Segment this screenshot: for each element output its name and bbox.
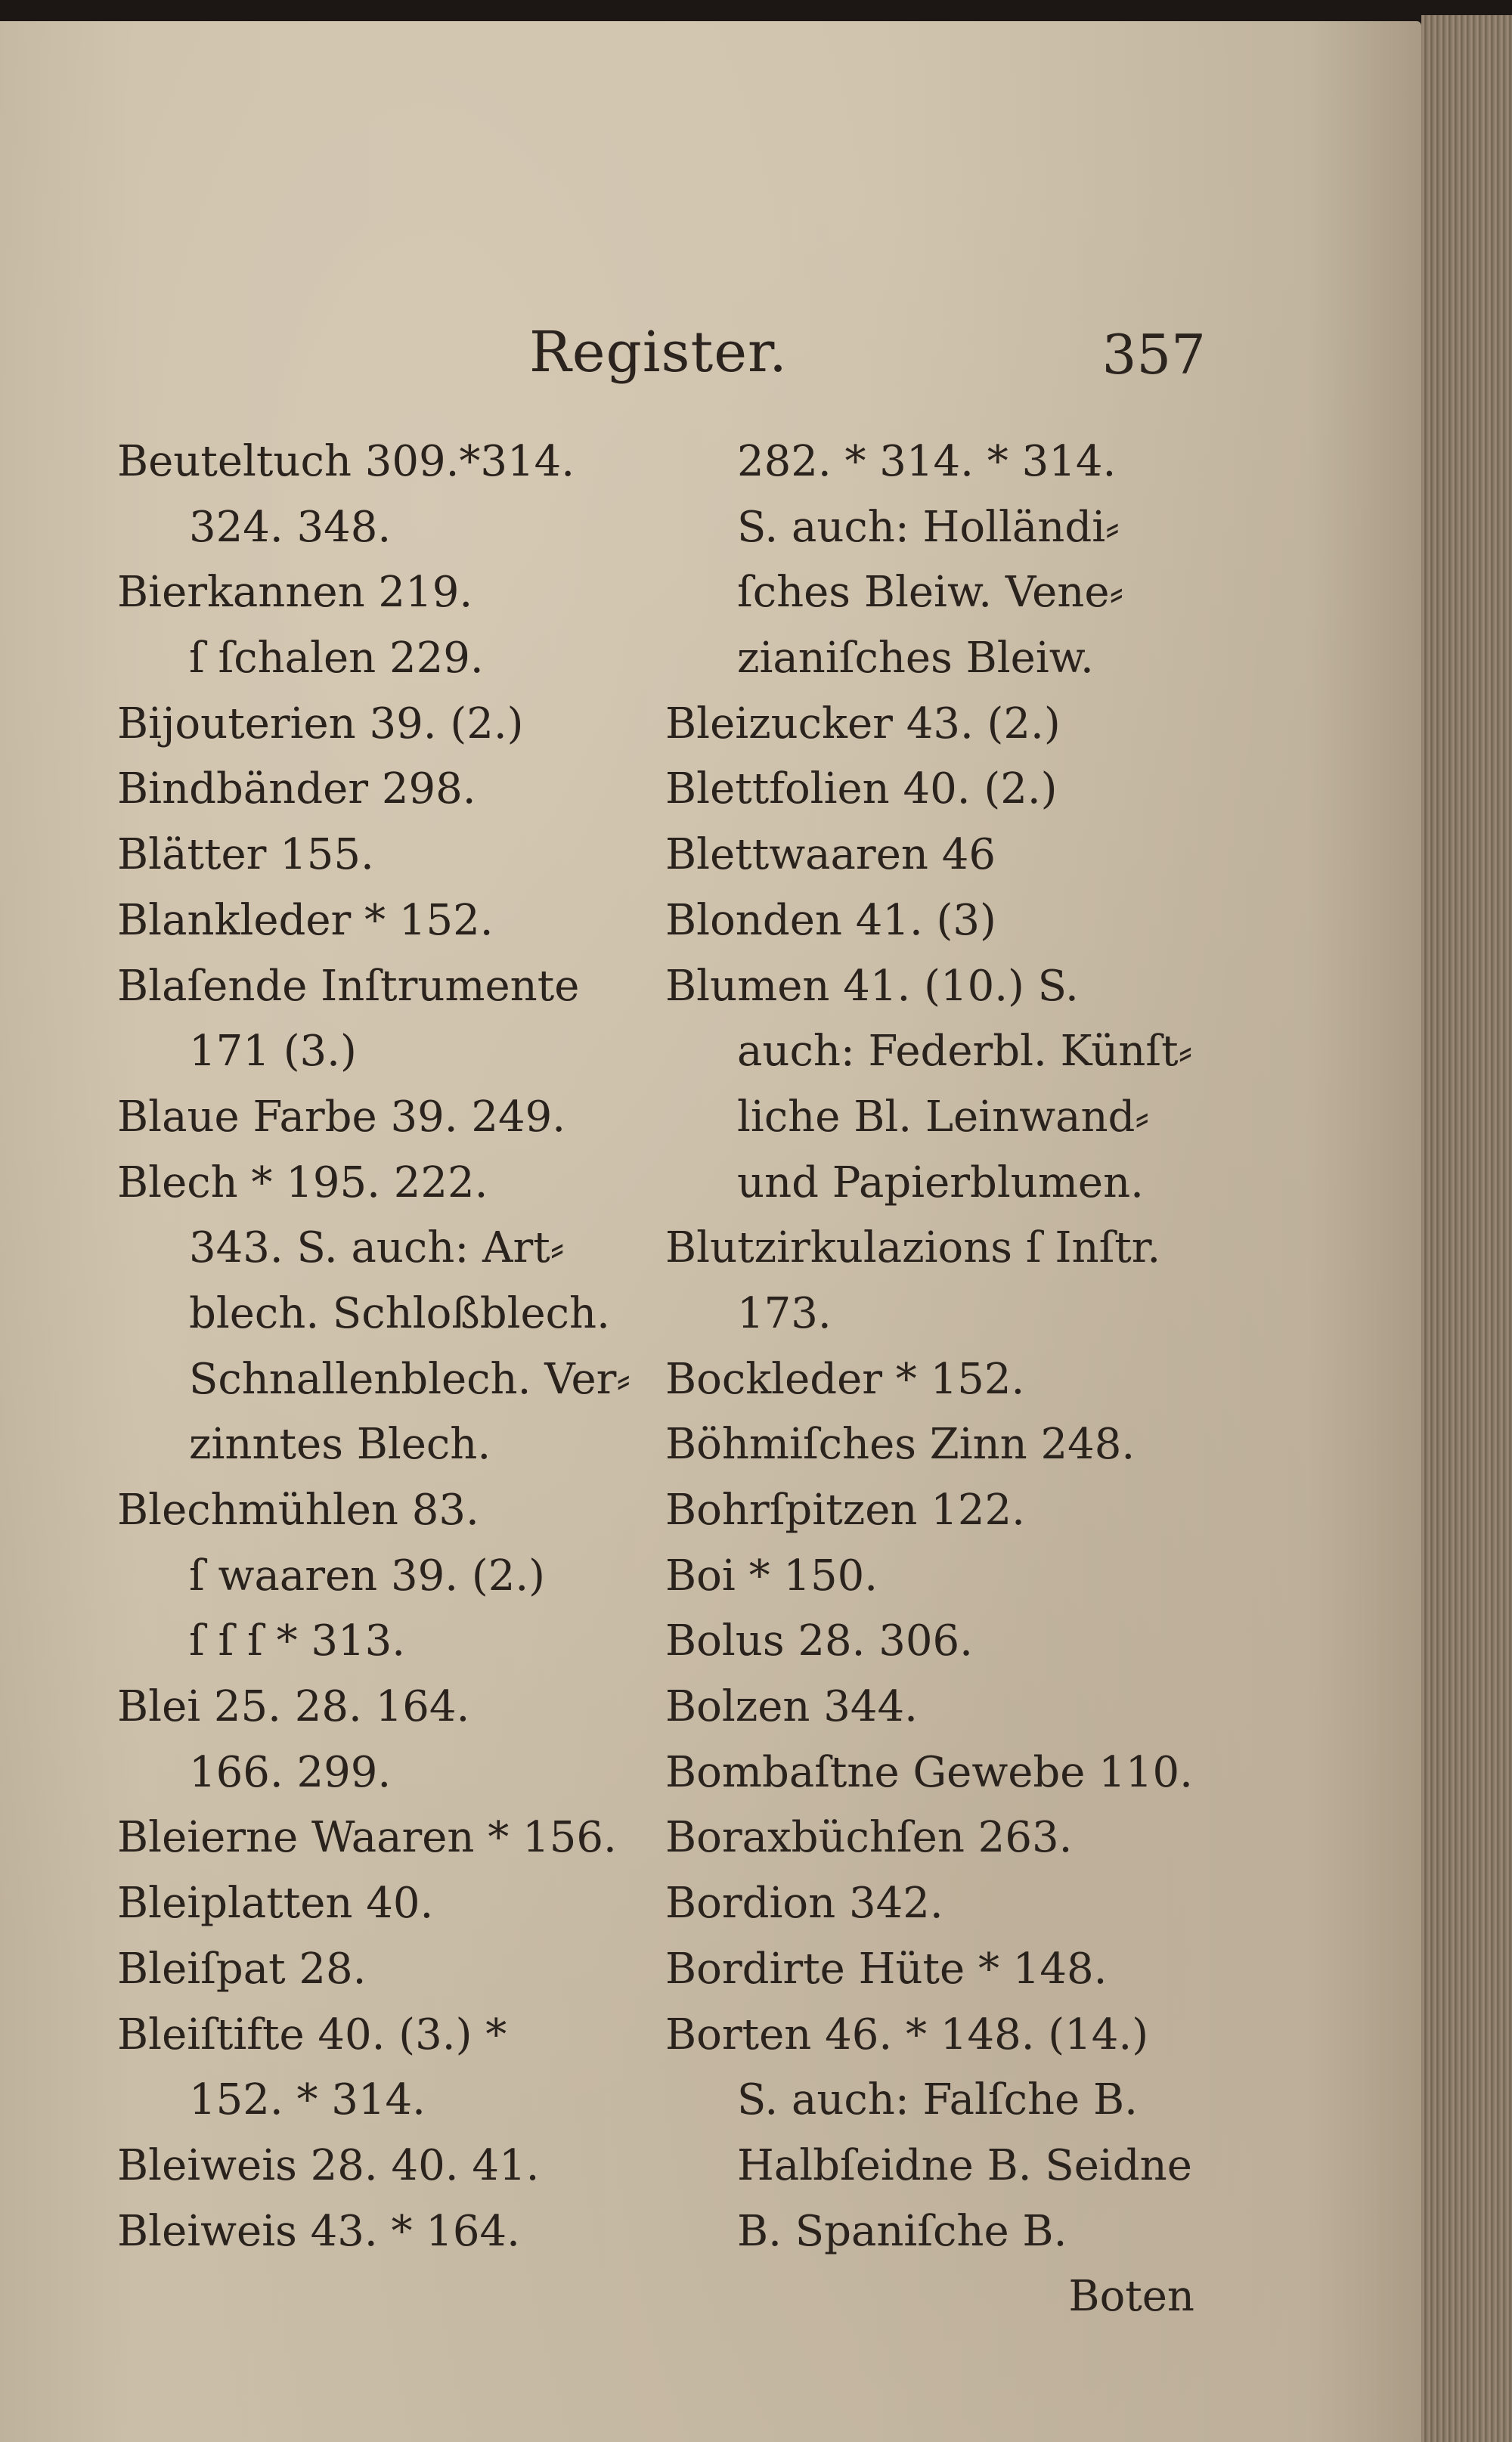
index-line: zianiſches Bleiw. bbox=[737, 634, 1094, 683]
index-line: S. auch: Falſche B. bbox=[737, 2075, 1138, 2125]
index-line: Bleiſpat 28. bbox=[117, 1944, 367, 1994]
index-line: 282. * 314. * 314. bbox=[737, 437, 1117, 486]
index-line: Bombaſtne Gewebe 110. bbox=[665, 1747, 1193, 1797]
index-line: Schnallenblech. Ver⸗ bbox=[189, 1354, 631, 1404]
index-line: Bleiweis 43. * 164. bbox=[117, 2206, 520, 2256]
index-line: liche Bl. Leinwand⸗ bbox=[737, 1092, 1150, 1142]
index-line: ſ waaren 39. (2.) bbox=[189, 1551, 545, 1601]
index-line: und Papierblumen. bbox=[737, 1157, 1144, 1207]
index-line: Blaſende Inſtrumente bbox=[117, 961, 580, 1011]
index-line: ſches Bleiw. Vene⸗ bbox=[737, 568, 1124, 618]
index-line: Blettfolien 40. (2.) bbox=[665, 764, 1058, 814]
index-line: Boraxbüchſen 263. bbox=[665, 1813, 1073, 1863]
index-line: Bolzen 344. bbox=[665, 1682, 918, 1732]
catchword: Boten bbox=[1068, 2272, 1194, 2322]
index-line: zinntes Blech. bbox=[189, 1420, 491, 1470]
page-paper bbox=[0, 21, 1421, 2442]
index-line: Bindbänder 298. bbox=[117, 764, 476, 814]
running-head: Register. bbox=[529, 320, 788, 385]
index-line: auch: Federbl. Künſt⸗ bbox=[737, 1027, 1193, 1077]
index-line: 152. * 314. bbox=[189, 2075, 426, 2125]
index-line: Bleizucker 43. (2.) bbox=[665, 699, 1061, 748]
index-line: Bohrſpitzen 122. bbox=[665, 1486, 1025, 1535]
index-line: Bleierne Waaren * 156. bbox=[117, 1813, 617, 1863]
index-line: Blei 25. 28. 164. bbox=[117, 1682, 470, 1732]
index-line: Borten 46. * 148. (14.) bbox=[665, 2010, 1149, 2059]
index-line: Bolus 28. 306. bbox=[665, 1616, 973, 1666]
index-line: Bijouterien 39. (2.) bbox=[117, 699, 524, 748]
index-line: Bleiplatten 40. bbox=[117, 1879, 434, 1929]
page-header bbox=[0, 320, 1421, 411]
index-line: S. auch: Holländi⸗ bbox=[737, 502, 1120, 552]
index-line: ſ ſ ſ * 313. bbox=[189, 1616, 406, 1666]
index-line: Blankleder * 152. bbox=[117, 895, 494, 945]
index-line: B. Spaniſche B. bbox=[737, 2206, 1067, 2256]
index-line: Bordirte Hüte * 148. bbox=[665, 1944, 1108, 1994]
index-line: blech. Schloßblech. bbox=[189, 1288, 610, 1338]
index-line: Blätter 155. bbox=[117, 830, 374, 880]
index-line: 166. 299. bbox=[189, 1747, 392, 1797]
index-line: Bordion 342. bbox=[665, 1879, 943, 1929]
index-line: Böhmiſches Zinn 248. bbox=[665, 1420, 1136, 1470]
index-column-left bbox=[117, 429, 662, 2264]
index-line: Blonden 41. (3) bbox=[665, 895, 996, 945]
index-line: Halbſeidne B. Seidne bbox=[737, 2140, 1192, 2190]
index-line: Boi * 150. bbox=[665, 1551, 878, 1601]
index-line: Blaue Farbe 39. 249. bbox=[117, 1092, 566, 1142]
index-line: 343. S. auch: Art⸗ bbox=[189, 1223, 565, 1273]
index-line: Bierkannen 219. bbox=[117, 568, 473, 618]
book-page-edges bbox=[1421, 15, 1512, 2442]
index-line: Bleiweis 28. 40. 41. bbox=[117, 2140, 540, 2190]
index-line: Beuteltuch 309.*314. bbox=[117, 437, 575, 486]
index-line: 173. bbox=[737, 1288, 832, 1338]
index-line: Blechmühlen 83. bbox=[117, 1486, 479, 1535]
index-line: 324. 348. bbox=[189, 502, 392, 552]
page-number: 357 bbox=[1101, 323, 1206, 386]
index-line: Bockleder * 152. bbox=[665, 1354, 1025, 1404]
index-line: Blumen 41. (10.) S. bbox=[665, 961, 1079, 1011]
index-line: Blech * 195. 222. bbox=[117, 1157, 488, 1207]
index-line: 171 (3.) bbox=[189, 1027, 357, 1077]
index-line: ſ ſchalen 229. bbox=[189, 634, 484, 683]
index-line: Blutzirkulazions ſ Inſtr. bbox=[665, 1223, 1161, 1273]
index-line: Blettwaaren 46 bbox=[665, 830, 996, 880]
index-column-right bbox=[665, 429, 1210, 2330]
index-line: Bleiſtifte 40. (3.) * bbox=[117, 2010, 507, 2059]
